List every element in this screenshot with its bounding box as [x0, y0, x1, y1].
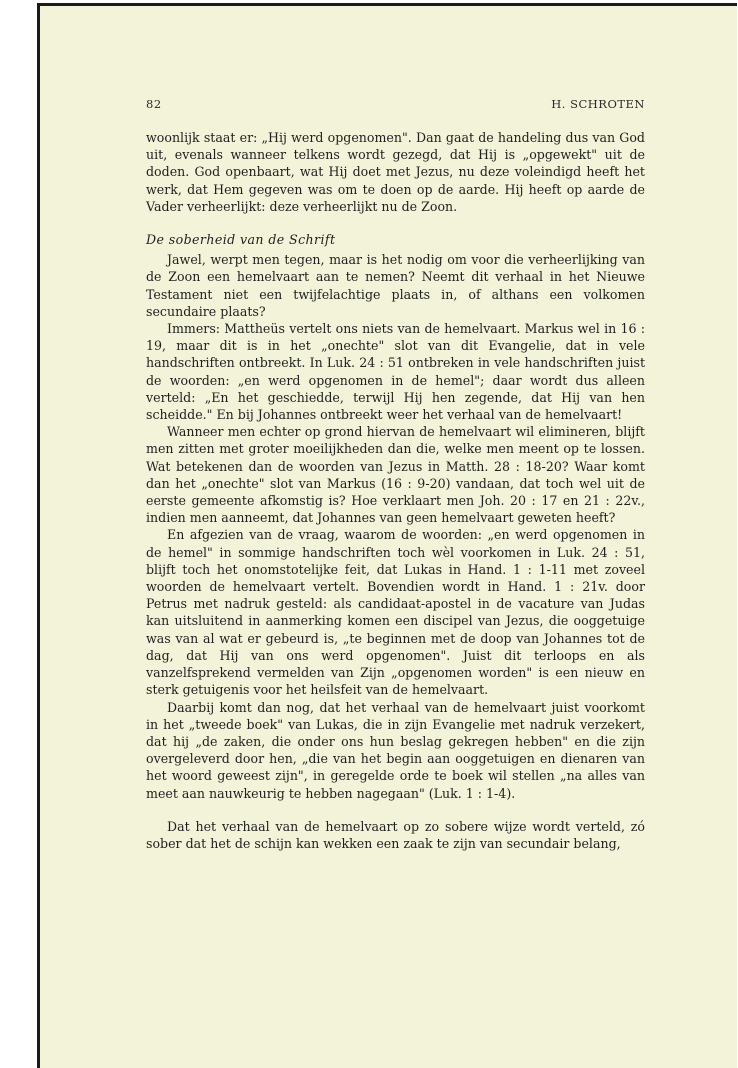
- paragraph: En afgezien van de vraag, waarom de woorden: „en werd opgenomen in de hemel" in sommige handschriften toch wèl voorkomen in Luk. 24 : 51, blijft toch het onomstotelijke feit, dat Lukas in Hand. 1 : 1-11 met zoveel woorden de hemelvaart vertelt. Bovendien wordt in Hand. 1 : 21v. door Petrus met nadruk gesteld: als candidaat-apostel in de vacature van Judas kan uitsluitend in aanmerking komen een discipel van Jezus, die ooggetuige was van al wat er gebeurd is, „te beginnen met de doop van Johannes tot de dag, dat Hij van ons werd opgenomen". Juist dit terloops en als vanzelfsprekend vermelden van Zijn „opgenomen worden" is een nieuw en sterk getuigenis voor het heilsfeit van de hemelvaart.: [146, 527, 645, 698]
- paragraph: Wanneer men echter op grond hiervan de hemelvaart wil elimineren, blijft men zitten met groter moeilijkheden dan die, welke men meent op te lossen. Wat betekenen dan de woorden van Jezus in Matth. 28 : 18-20? Waar komt dan het „onechte" slot van Markus (16 : 9-20) vandaan, dat toch wel uit de eerste gemeente afkomstig is? Hoe verklaart men Joh. 20 : 17 en 21 : 22v., indien men aanneemt, dat Johannes van geen hemelvaart geweten heeft?: [146, 424, 645, 526]
- section-heading: De soberheid van de Schrift: [146, 232, 336, 248]
- paragraph: Jawel, werpt men tegen, maar is het nodig om voor die verheerlijking van de Zoon een hemelvaart aan te nemen? Neemt dit verhaal in het Nieuwe Testament niet een twijfelachtige plaats in, of althans een volkomen secundaire plaats?: [146, 252, 645, 319]
- closing-paragraph: Dat het verhaal van de hemelvaart op zo sobere wijze wordt verteld, zó sober dat het de schijn kan wekken een zaak te zijn van secundair belang,: [146, 818, 645, 851]
- paragraph: Daarbij komt dan nog, dat het verhaal van de hemelvaart juist voorkomt in het „tweede boek" van Lukas, die in zijn Evangelie met nadruk verzekert, dat hij „de zaken, die onder ons hun beslag gekregen hebben" en die zijn overgeleverd door hen, „die van het begin aan ooggetuigen en dienaren van het woord geweest zijn", in geregelde orde te boek wil stellen „na alles van meet aan nauwkeurig te hebben nagegaan" (Luk. 1 : 1-4).: [146, 699, 645, 801]
- book-page: [37, 3, 737, 1068]
- page-number: 82: [146, 97, 162, 111]
- paragraph: Immers: Mattheüs vertelt ons niets van de hemelvaart. Markus wel in 16 : 19, maar dit is in het „onechte" slot van dit Evangelie, dat in vele handschriften ontbreekt. In Luk. 24 : 51 ontbreken in vele handschriften juist de woorden: „en werd opgenomen in de hemel"; daar wordt dus alleen verteld: „En het geschiedde, terwijl Hij hen zegende, dat Hij van hen scheidde." En bij Johannes ontbreekt weer het verhaal van de hemelvaart!: [146, 321, 645, 423]
- running-header: [146, 97, 645, 111]
- body-text: [146, 129, 645, 852]
- running-head-author: H. SCHROTEN: [551, 97, 645, 111]
- opening-paragraph: woonlijk staat er: „Hij werd opgenomen". Dan gaat de handeling dus van God uit, evenals wanneer telkens wordt gezegd, dat Hij is „opgewekt" uit de doden. God openbaart, wat Hij doet met Jezus, nu deze voleindigd heeft het werk, dat Hem gegeven was om te doen op de aarde. Hij heeft op aarde de Vader verheerlijkt: deze verheerlijkt nu de Zoon.: [146, 130, 645, 214]
